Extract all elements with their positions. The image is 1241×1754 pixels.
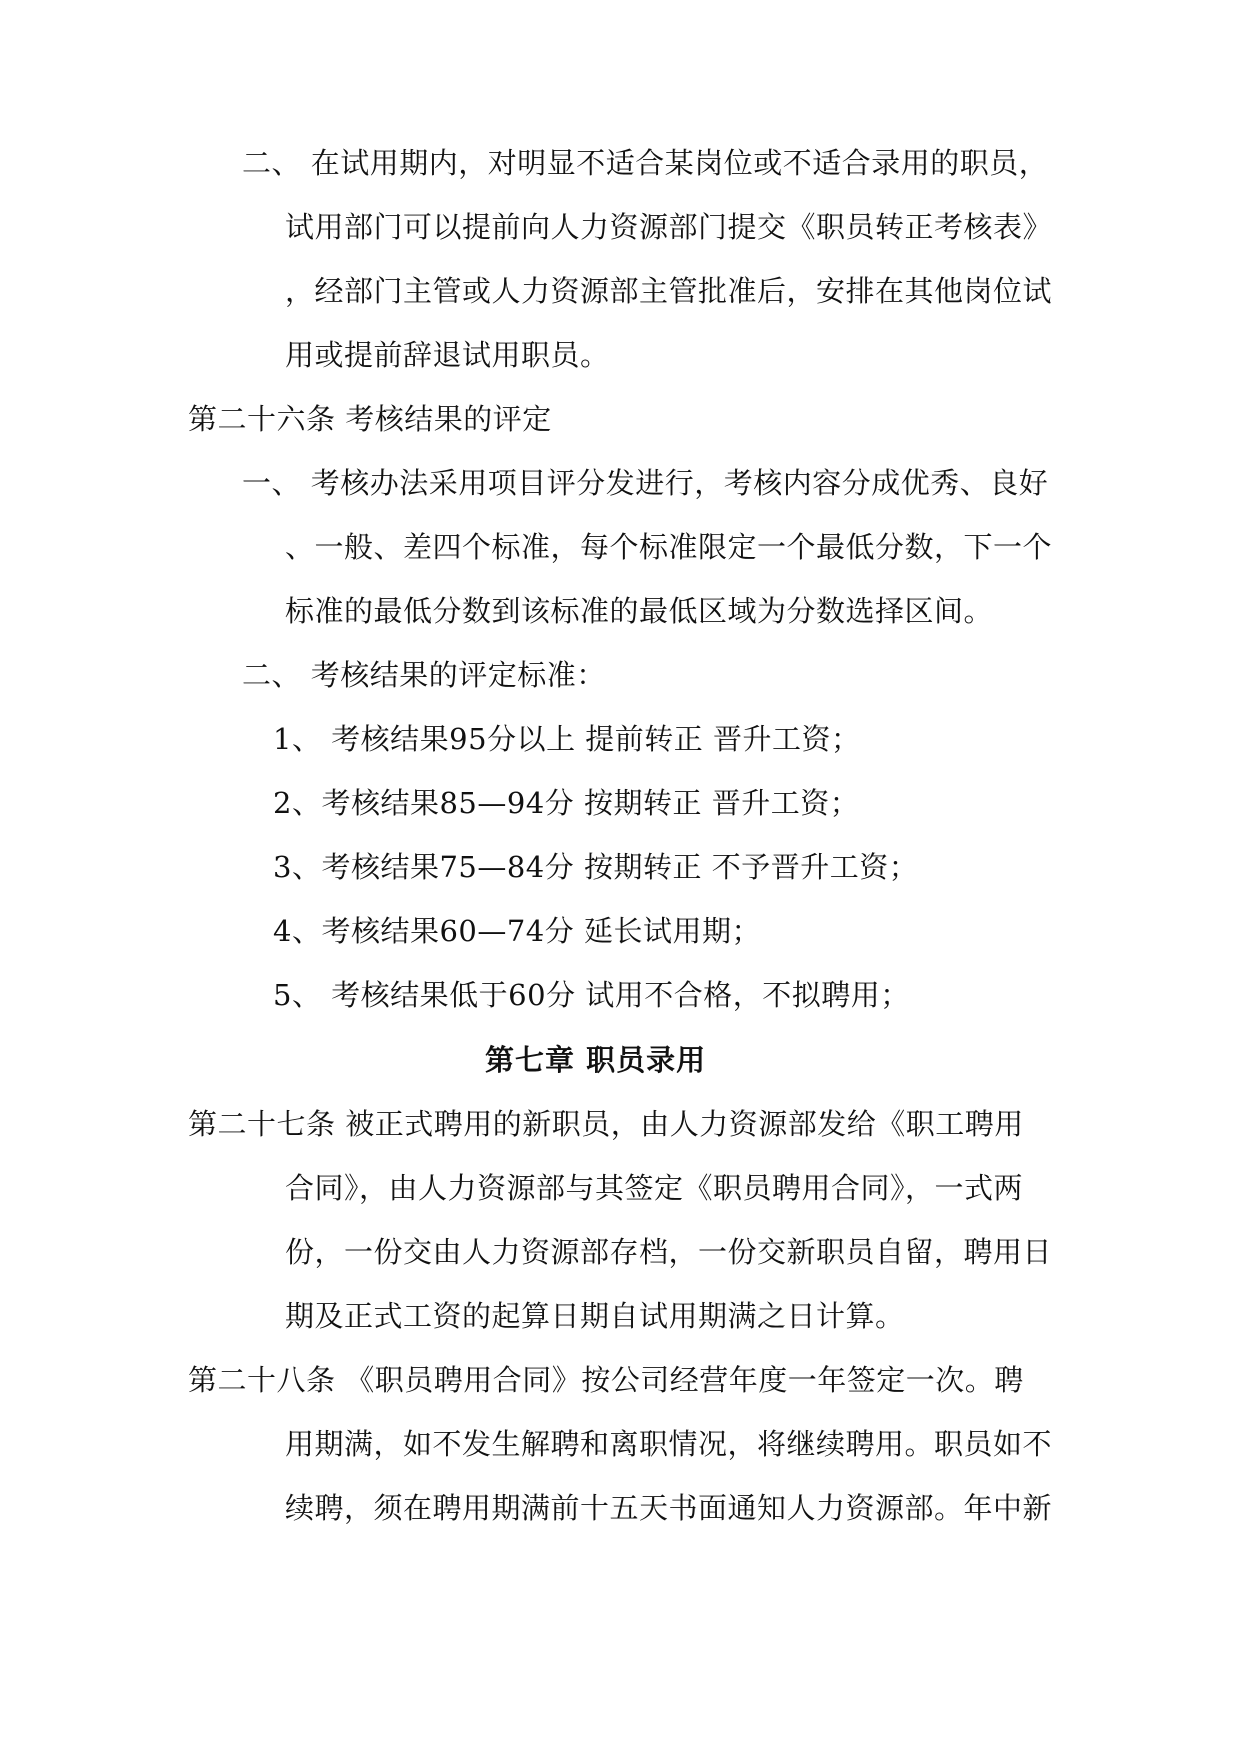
score-rule-5: 5、 考核结果低于60分 试用不合格，不拟聘用；: [273, 978, 910, 1012]
clause-25-item-2-line-4: 用或提前辞退试用职员。: [285, 338, 610, 372]
clause-25-item-2-line-2: 试用部门可以提前向人力资源部门提交《职员转正考核表》: [285, 210, 1053, 244]
chapter-7-title: 第七章 职员录用: [485, 1043, 707, 1077]
clause-26-title: 第二十六条 考核结果的评定: [188, 402, 552, 436]
clause-25-item-2-line-3: ，经部门主管或人力资源部主管批准后，安排在其他岗位试: [285, 274, 1053, 308]
clause-26-item-1-line-2: 、一般、差四个标准，每个标准限定一个最低分数，下一个: [285, 530, 1053, 564]
clause-26-item-2: 二、 考核结果的评定标准：: [242, 658, 606, 692]
clause-26-item-1: 一、 考核办法采用项目评分发进行，考核内容分成优秀、良好: [242, 466, 1049, 500]
clause-28: 第二十八条 《职员聘用合同》按公司经营年度一年签定一次。聘: [188, 1363, 1024, 1397]
clause-25-item-2: 二、 在试用期内，对明显不适合某岗位或不适合录用的职员，: [242, 146, 1049, 180]
clause-26-item-1-line-3: 标准的最低分数到该标准的最低区域为分数选择区间。: [285, 594, 994, 628]
score-rule-2: 2、考核结果85—94分 按期转正 晋升工资；: [273, 786, 860, 820]
score-rule-1: 1、 考核结果95分以上 提前转正 晋升工资；: [273, 722, 861, 756]
clause-27-line-3: 份，一份交由人力资源部存档，一份交新职员自留，聘用日: [285, 1235, 1053, 1269]
clause-28-line-2: 用期满，如不发生解聘和离职情况，将继续聘用。职员如不: [285, 1427, 1053, 1461]
clause-27-line-4: 期及正式工资的起算日期自试用期满之日计算。: [285, 1299, 905, 1333]
score-rule-4: 4、考核结果60—74分 延长试用期；: [273, 914, 761, 948]
clause-27: 第二十七条 被正式聘用的新职员，由人力资源部发给《职工聘用: [188, 1107, 1024, 1141]
score-rule-3: 3、考核结果75—84分 按期转正 不予晋升工资；: [273, 850, 919, 884]
clause-27-line-2: 合同》，由人力资源部与其签定《职员聘用合同》，一式两: [285, 1171, 1024, 1205]
clause-28-line-3: 续聘，须在聘用期满前十五天书面通知人力资源部。年中新: [285, 1491, 1053, 1525]
